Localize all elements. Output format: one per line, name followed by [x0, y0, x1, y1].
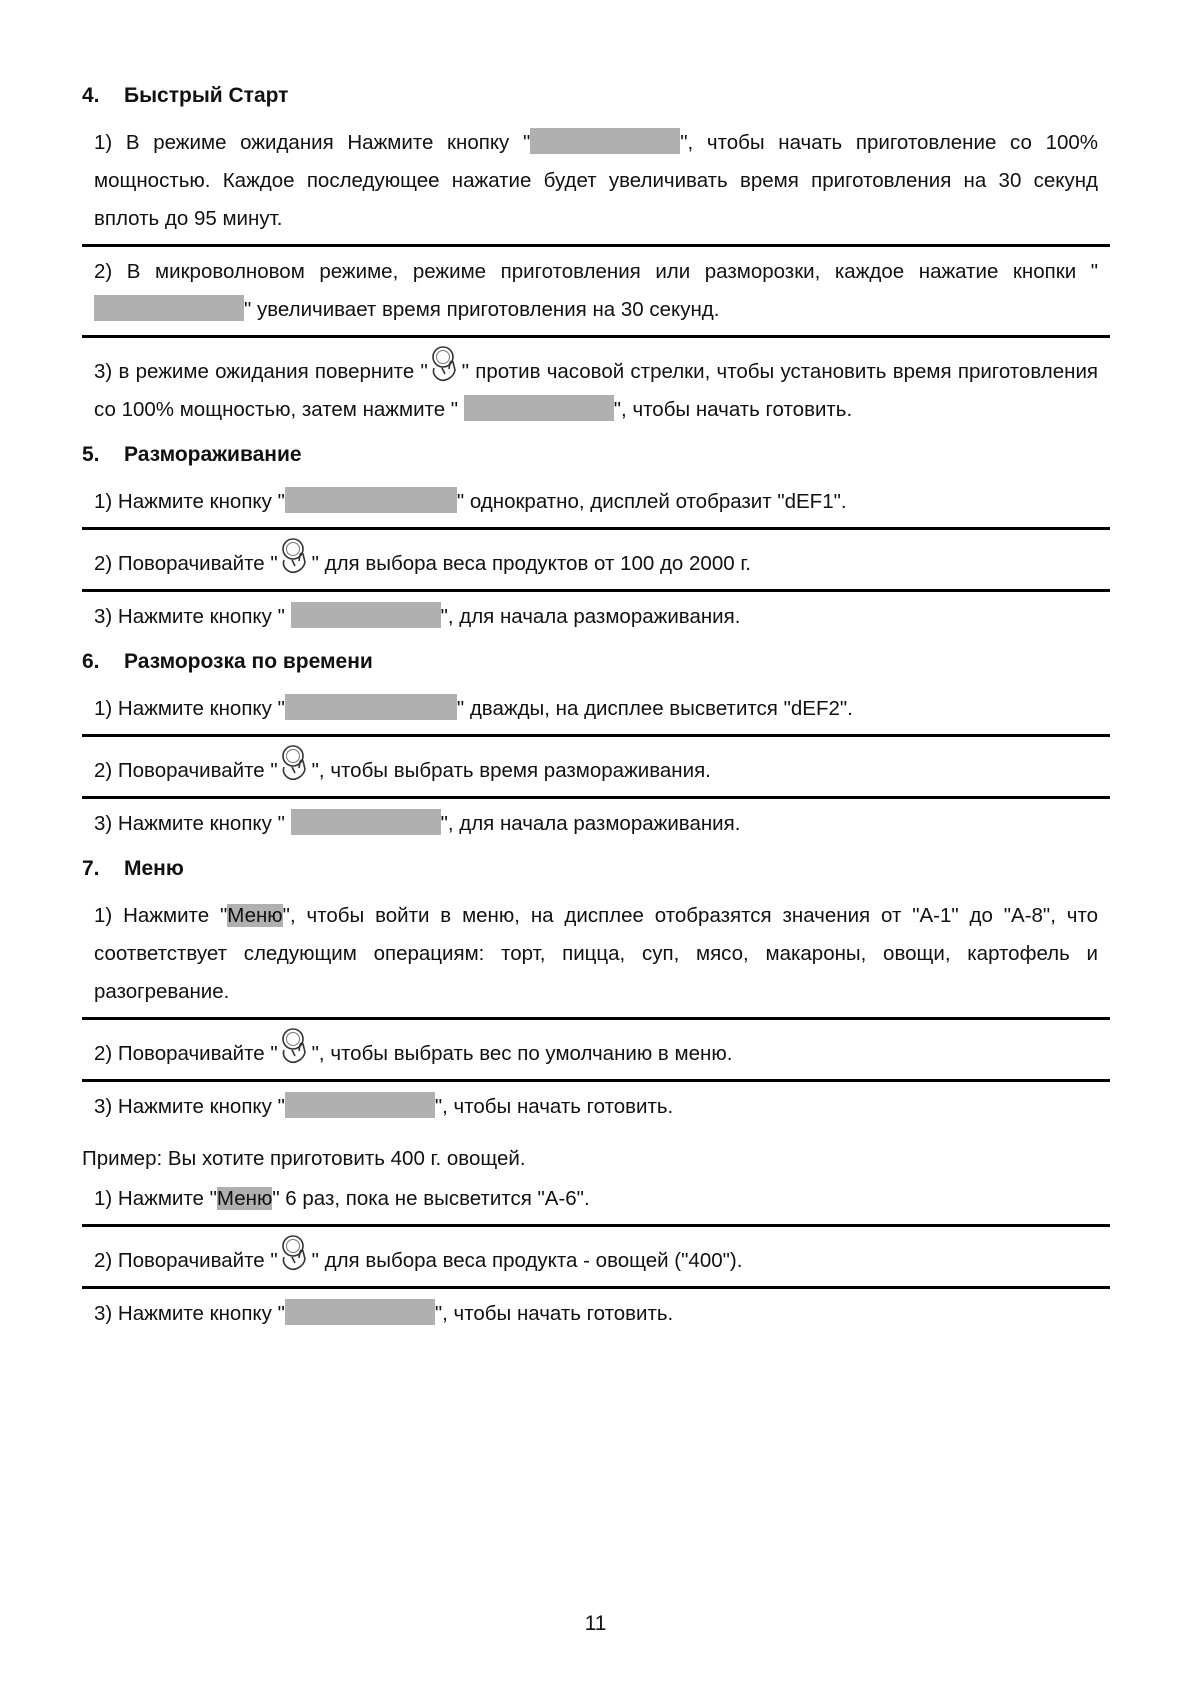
step-text: 3) Нажмите кнопку " [94, 1095, 285, 1118]
defrost-step-1 [82, 483, 1110, 530]
start-button-placeholder [94, 295, 244, 321]
step-text: ", для начала размораживания. [440, 605, 741, 628]
step-text: 2) Поворачивайте " [94, 552, 278, 575]
section-number: 7. [82, 857, 100, 880]
step-text: 3) Нажмите кнопку " [94, 812, 291, 835]
step-text: " для выбора веса продуктов от 100 до 2000 г. [311, 552, 751, 575]
menu-button-label: Меню [216, 1187, 273, 1210]
start-button-placeholder [285, 1092, 435, 1118]
hand-knob-icon [428, 344, 462, 384]
start-button-placeholder [530, 128, 680, 154]
step-text: 2) В микроволновом режиме, режиме приготовления или разморозки, каждое нажатие кнопки " [94, 260, 1098, 283]
section-number: 4. [82, 84, 100, 107]
example-intro: Пример: Вы хотите приготовить 400 г. овощей. [82, 1147, 526, 1170]
document-page [82, 84, 1110, 1333]
menu-step-1 [82, 897, 1110, 1020]
step-text: " увеличивает время приготовления на 30 секунд. [244, 298, 720, 321]
hand-knob-icon [278, 743, 312, 783]
step-text: ", чтобы выбрать вес по умолчанию в меню. [311, 1042, 733, 1065]
step-text: ", чтобы начать приготовление со 100% мощностью. Каждое последующее нажатие будет увеличивать время приготовления на 30 секунд вплоть до 95 минут. [94, 131, 1098, 230]
defrost-button-placeholder [285, 487, 457, 513]
menu-step-3 [82, 1088, 1110, 1126]
step-text: " для выбора веса продукта - овощей ("400"). [311, 1249, 743, 1272]
section-time-defrost-title [82, 650, 1110, 674]
step-text: 2) Поворачивайте " [94, 759, 278, 782]
example-step-3 [82, 1295, 1110, 1333]
step-text: ", чтобы начать готовить. [613, 398, 853, 421]
step-text: " 6 раз, пока не высветится "A-6". [272, 1187, 590, 1210]
section-title-text: Меню [124, 857, 184, 880]
step-text: " дважды, на дисплее высветится "dEF2". [456, 697, 853, 720]
step-text: 3) Нажмите кнопку " [94, 605, 291, 628]
step-text: 2) Поворачивайте " [94, 1042, 278, 1065]
step-text: 3) в режиме ожидания поверните " [94, 360, 428, 383]
step-text: ", чтобы начать готовить. [434, 1302, 674, 1325]
example-step-2 [82, 1233, 1110, 1289]
step-text: ", чтобы выбрать время размораживания. [311, 759, 711, 782]
step-text: 1) В режиме ожидания Нажмите кнопку " [94, 131, 531, 154]
hand-knob-icon [278, 1026, 312, 1066]
section-quick-start-title [82, 84, 1110, 108]
step-text: 1) Нажмите " [94, 1187, 217, 1210]
section-title-text: Разморозка по времени [124, 650, 373, 673]
step-text: 3) Нажмите кнопку " [94, 1302, 285, 1325]
section-title-text: Размораживание [124, 443, 302, 466]
time-defrost-step-2 [82, 743, 1110, 799]
section-title-text: Быстрый Старт [124, 84, 289, 107]
step-text: ", чтобы войти в меню, на дисплее отобразятся значения от "A-1" до "A-8", что соответствует следующим операциям: торт, пицца, суп, мясо, макароны, овощи, картофель и разогревание. [94, 904, 1098, 1003]
example-step-1 [82, 1180, 1110, 1227]
start-button-placeholder [285, 1299, 435, 1325]
page-number: 11 [584, 1612, 607, 1635]
step-text: " против часовой стрелки, чтобы установить время приготовления со 100% мощностью, затем нажмите " [94, 360, 1098, 421]
menu-step-2 [82, 1026, 1110, 1082]
step-text: ", для начала размораживания. [440, 812, 741, 835]
hand-knob-icon [278, 1233, 312, 1273]
step-text: 1) Нажмите кнопку " [94, 697, 285, 720]
time-defrost-step-1 [82, 690, 1110, 737]
step-text: 2) Поворачивайте " [94, 1249, 278, 1272]
section-number: 6. [82, 650, 100, 673]
step-text: ", чтобы начать готовить. [434, 1095, 674, 1118]
menu-button-label: Меню [227, 904, 283, 927]
section-menu-title [82, 857, 1110, 881]
hand-knob-icon [278, 536, 312, 576]
start-button-placeholder [291, 809, 441, 835]
defrost-step-3 [82, 598, 1110, 636]
defrost-button-placeholder [285, 694, 457, 720]
start-button-placeholder [291, 602, 441, 628]
step-text: 1) Нажмите кнопку " [94, 490, 285, 513]
section-number: 5. [82, 443, 100, 466]
time-defrost-step-3 [82, 805, 1110, 843]
step-text: 1) Нажмите " [94, 904, 228, 927]
step-text: " однократно, дисплей отобразит "dEF1". [456, 490, 847, 513]
quick-start-step-3 [82, 344, 1110, 429]
quick-start-step-2 [82, 253, 1110, 338]
defrost-step-2 [82, 536, 1110, 592]
section-defrost-title [82, 443, 1110, 467]
start-button-placeholder [464, 395, 614, 421]
quick-start-step-1 [82, 124, 1110, 247]
